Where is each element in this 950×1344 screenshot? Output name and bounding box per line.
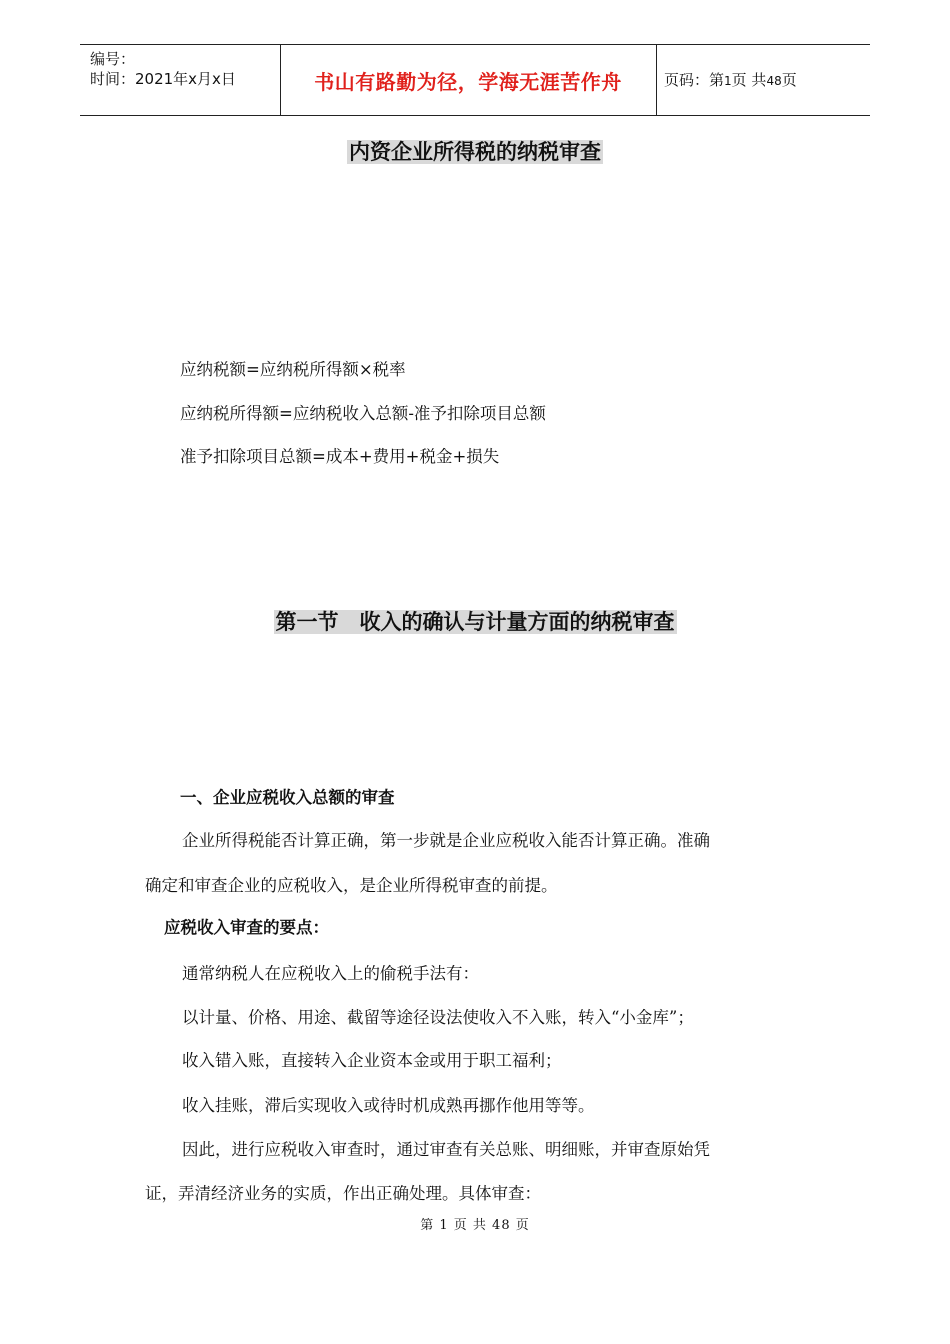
body-line: 收入错入账，直接转入企业资本金或用于职工福利； xyxy=(182,1051,562,1070)
formula-line: 应纳税所得额=应纳税收入总额-准予扣除项目总额 xyxy=(180,404,546,423)
page-number: 1 xyxy=(724,74,732,88)
document-title: 内资企业所得税的纳税审查 xyxy=(349,140,601,164)
header-page-info xyxy=(664,69,797,90)
section-title: 第一节 收入的确认与计量方面的纳税审查 xyxy=(275,610,675,634)
header-motto: 书山有路勤为径，学海无涯苦作舟 xyxy=(314,69,622,94)
header-left xyxy=(90,49,236,89)
paragraph-line: 企业所得税能否计算正确，第一步就是企业应税收入能否计算正确。准确 xyxy=(182,831,710,850)
doc-time-label: 时间：2021年x月x日 xyxy=(90,70,236,88)
paragraph-line: 确定和审查企业的应税收入，是企业所得税审查的前提。 xyxy=(145,876,558,895)
subheading: 一、企业应税收入总额的审查 xyxy=(180,788,395,807)
page-footer: 第 1 页 共 48 页 xyxy=(420,1218,530,1233)
page-prefix: 页码：第 xyxy=(664,71,725,89)
points-heading: 应税收入审查的要点： xyxy=(164,918,329,937)
document-title-wrap xyxy=(0,136,950,166)
page-mid: 页 共 xyxy=(731,71,767,89)
body-line: 以计量、价格、用途、截留等途径设法使收入不入账，转入“小金库”； xyxy=(182,1008,694,1027)
body-line: 收入挂账，滞后实现收入或待时机成熟再挪作他用等等。 xyxy=(182,1096,595,1115)
page-header xyxy=(80,44,870,116)
body-line: 通常纳税人在应税收入上的偷税手法有： xyxy=(182,964,479,983)
page-suffix: 页 xyxy=(781,71,797,89)
doc-number-label: 编号： xyxy=(90,50,136,68)
formula-line: 准予扣除项目总额=成本+费用+税金+损失 xyxy=(180,447,500,466)
paragraph-line: 证，弄清经济业务的实质，作出正确处理。具体审查： xyxy=(145,1184,541,1203)
page-total: 48 xyxy=(766,74,782,88)
section-title-wrap xyxy=(0,606,950,636)
paragraph-line: 因此，进行应税收入审查时，通过审查有关总账、明细账，并审查原始凭 xyxy=(182,1140,710,1159)
header-divider xyxy=(656,45,657,115)
formula-line: 应纳税额=应纳税所得额×税率 xyxy=(180,360,406,379)
